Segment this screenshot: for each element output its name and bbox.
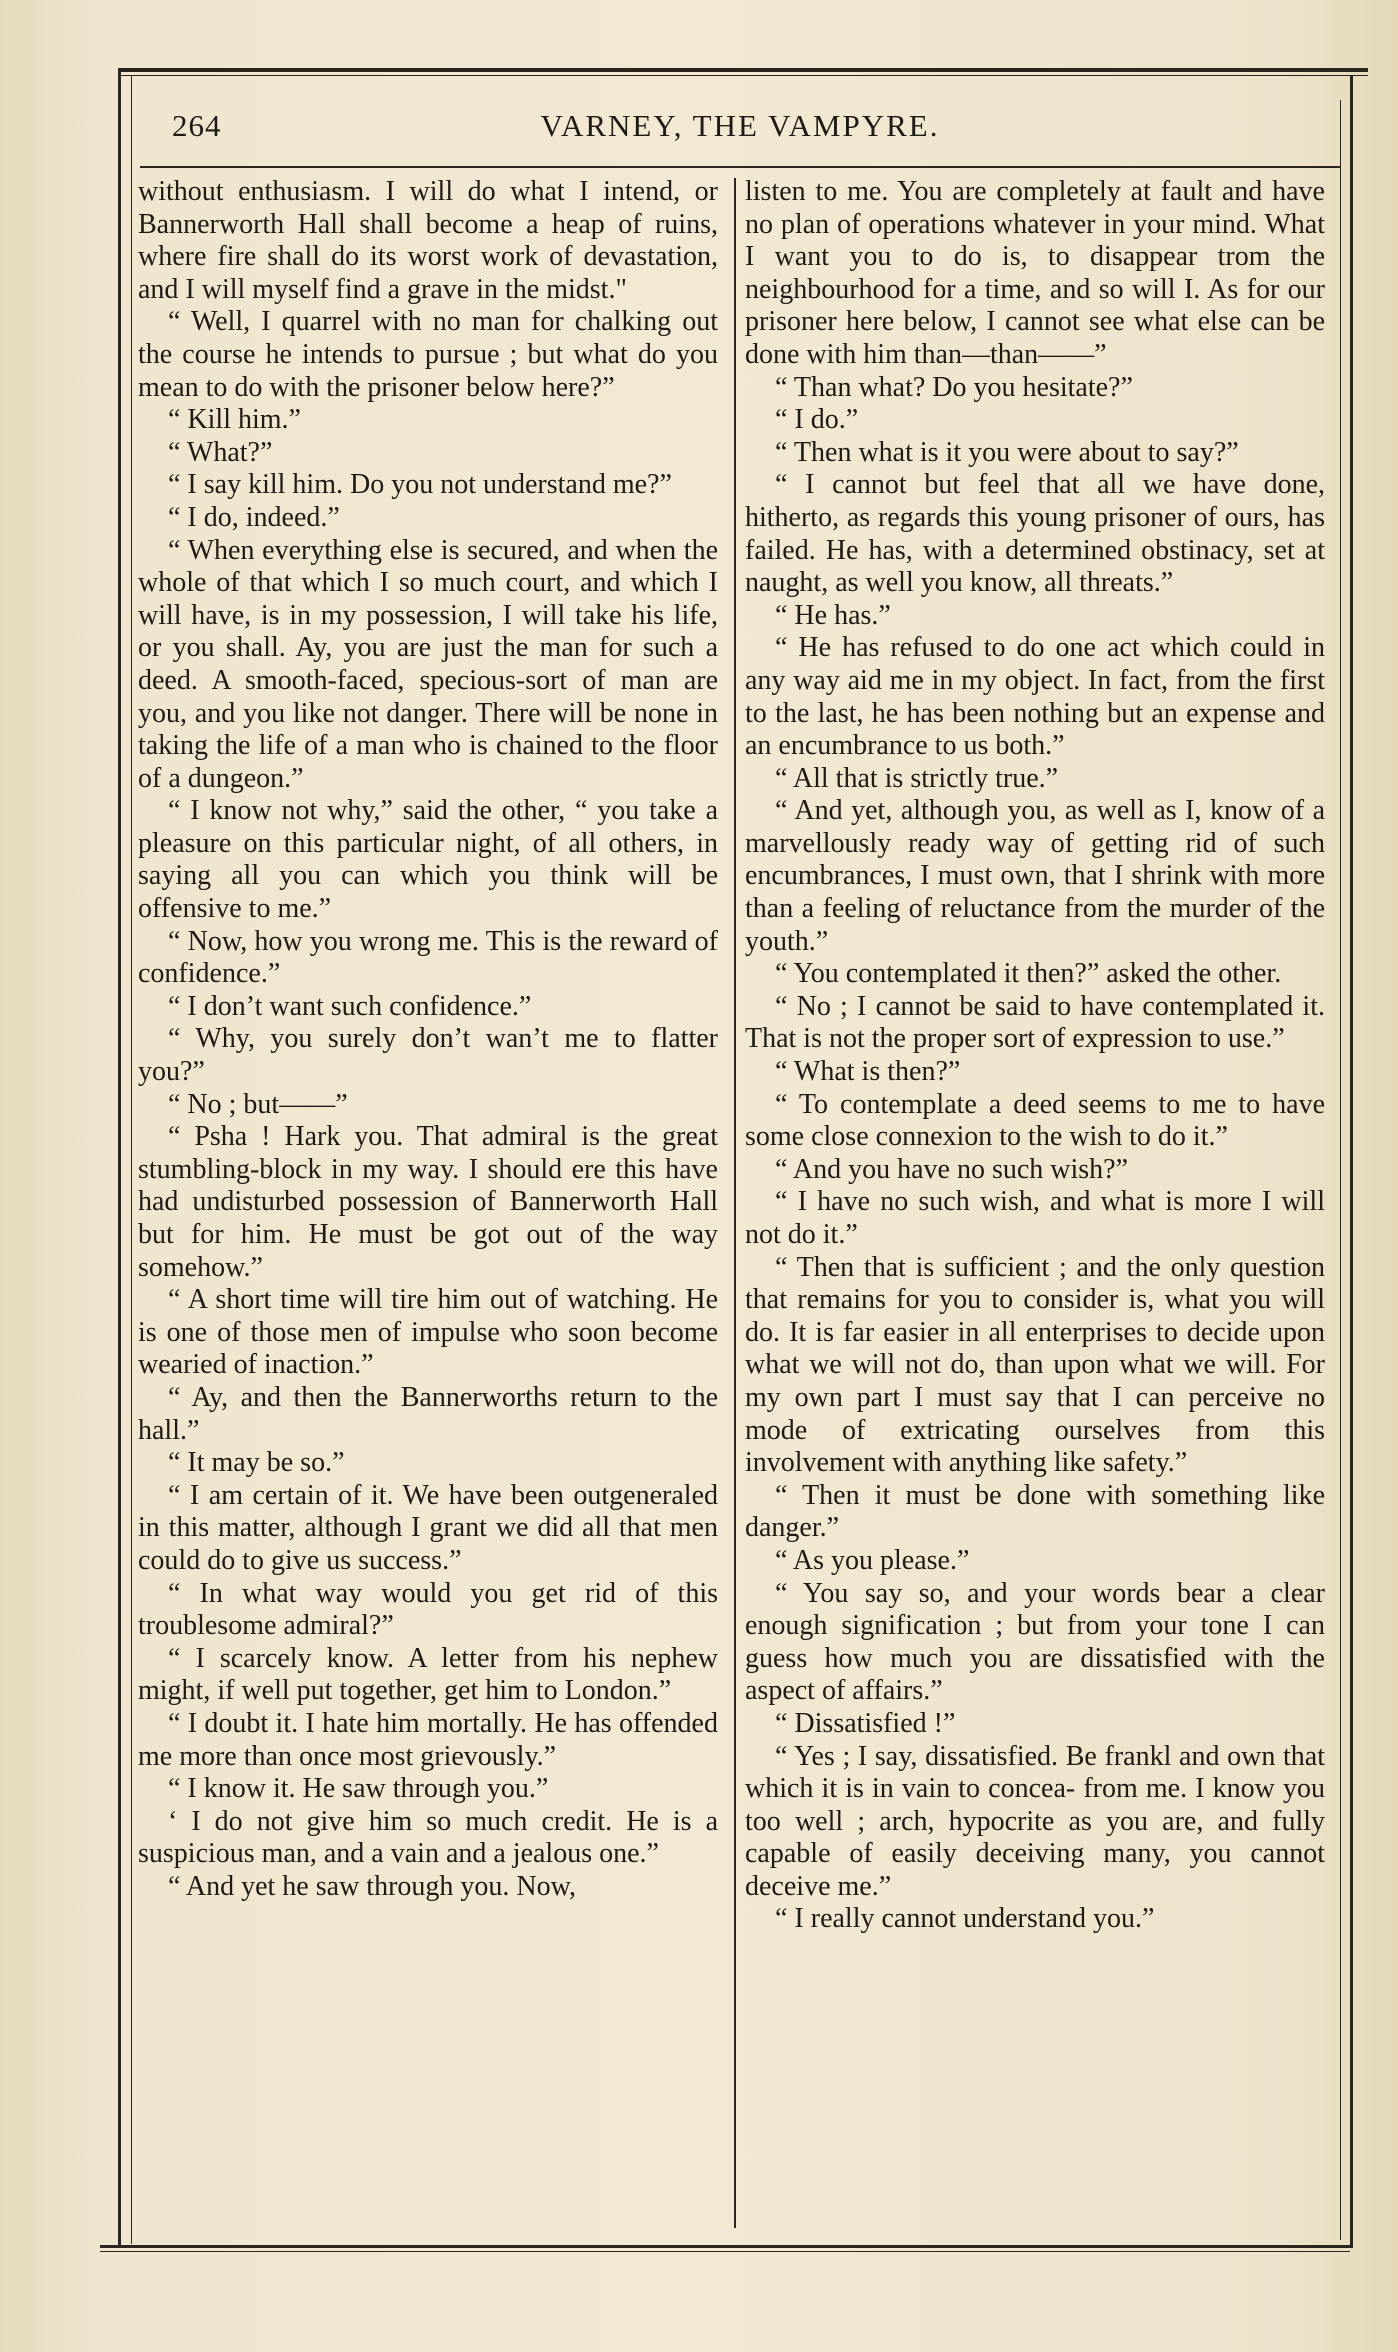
paragraph: “ I say kill him. Do you not understand me?”: [168, 469, 672, 501]
paragraph: “ I cannot but feel that all we have done, hitherto, as regards this young prisoner of ours, has failed. He has, with a determined obstinacy, set at naught, as well you know, all threats.”: [745, 469, 1325, 599]
paragraph: “ Why, you surely don’t wan’t me to flatter you?”: [138, 1023, 718, 1088]
paragraph: “ I don’t want such confidence.”: [168, 990, 532, 1022]
paragraph: “ As you please.”: [775, 1544, 970, 1576]
paragraph: “ No ; but——”: [168, 1088, 348, 1120]
paragraph: “ He has.”: [775, 599, 891, 631]
paragraph: “ Then what is it you were about to say?”: [775, 436, 1239, 468]
paragraph: “ All that is strictly true.”: [775, 762, 1059, 794]
left-border-rule: [118, 68, 121, 2248]
text-column-left: [138, 176, 718, 1903]
paragraph: “ I have no such wish, and what is more I will not do it.”: [745, 1186, 1325, 1250]
paragraph: “ Kill him.”: [168, 404, 301, 436]
paragraph: “ I scarcely know. A letter from his nephew might, if well put together, get him to London.”: [138, 1642, 718, 1707]
paragraph: “ I know not why,” said the other, “ you take a pleasure on this particular night, of all others, in saying all you can which you think will be offensive to me.”: [138, 795, 718, 925]
paragraph: “ When everything else is secured, and when the whole of that which I so much court, and which I will have, is in my possession, I will take his life, or you shall. Ay, you are just the man for such a deed. A smooth-faced, specious-sort of man are you, and you like not danger. There will be none in taking the life of a man who is chained to the floor of a dungeon.”: [138, 534, 718, 794]
paragraph: “ You contemplated it then?” asked the other.: [775, 958, 1282, 990]
paragraph: “ What?”: [168, 436, 273, 468]
paragraph: “ To contemplate a deed seems to me to have some close connexion to the wish to do it.”: [745, 1088, 1325, 1153]
paragraph: ‘ I do not give him so much credit. He is a suspicious man, and a vain and a jealous one.”: [138, 1805, 718, 1870]
paragraph: “ I do.”: [775, 404, 859, 436]
paragraph: “ What is then?”: [775, 1056, 961, 1088]
paragraph: “ I doubt it. I hate him mortally. He has offended me more than once most grievously.”: [138, 1707, 718, 1772]
text-column-right: [745, 176, 1325, 1936]
paragraph: “ Well, I quarrel with no man for chalking out the course he intends to pursue ; but what do you mean to do with the prisoner below here?”: [138, 306, 718, 403]
paragraph: “ You say so, and your words bear a clear enough signification ; but from your tone I can guess how much you are dissatisfied with the aspect of affairs.”: [745, 1577, 1325, 1707]
paragraph: “ In what way would you get rid of this troublesome admiral?”: [138, 1577, 718, 1642]
page-header: [140, 108, 1340, 158]
paragraph: “ I really cannot understand you.”: [775, 1903, 1155, 1935]
top-border-rule: [118, 68, 1368, 72]
paragraph: “ Yes ; I say, dissatisfied. Be frankl and own that which it is in vain to concea- from me. I know you too well ; arch, hypocrite as you are, and fully capable of easily deceiving many, you cannot deceive me.”: [745, 1740, 1325, 1902]
paragraph: “ Then it must be done with something like danger.”: [745, 1479, 1325, 1544]
paragraph: “ And yet he saw through you. Now,: [168, 1870, 577, 1902]
running-title: VARNEY, THE VAMPYRE.: [540, 108, 940, 143]
paragraph: “ Now, how you wrong me. This is the reward of confidence.”: [138, 925, 718, 990]
paragraph: “ He has refused to do one act which could in any way aid me in my object. In fact, from the first to the last, he has been nothing but an expense and an encumbrance to us both.”: [745, 632, 1325, 762]
paragraph: “ Pshа ! Hark you. That admiral is the great stumbling-block in my way. I should ere this have had undisturbed possession of Bannerworth Hall but for him. He must be got out of the way somehow.”: [138, 1121, 718, 1283]
right-border-rule-thin: [1340, 100, 1341, 2240]
paragraph: “ I am certain of it. We have been outgeneraled in this matter, although I grant we did all that men could do to give us success.”: [138, 1479, 718, 1576]
paragraph: “ Then that is sufficient ; and the only question that remains for you to consider is, what you will do. It is far easier in all enterprises to decide upon what we will not do, than upon what we will. For my own part I must say that I can perceive no mode of extricating ourselves from this involvement with anything like safety.”: [745, 1251, 1325, 1479]
header-rule: [140, 166, 1340, 168]
right-border-rule: [1350, 76, 1353, 2248]
column-divider-rule: [734, 178, 736, 2228]
top-border-rule-thin: [118, 75, 1368, 76]
paragraph: listen to me. You are completely at fault and have no plan of operations whatever in your mind. What I want you to do is, to disappear trom the neighbourhood for a time, and so will I. As for our prisoner here below, I cannot see what else can be done with him than—than——”: [745, 176, 1325, 370]
bottom-border-rule-thin: [100, 2251, 1350, 2252]
paragraph: “ Than what? Do you hesitate?”: [775, 371, 1133, 403]
page-number: 264: [172, 108, 222, 143]
paragraph: “ A short time will tire him out of watching. He is one of those men of impulse who soon become wearied of inaction.”: [138, 1284, 718, 1381]
paragraph: without enthusiasm. I will do what I intend, or Bannerworth Hall shall become a heap of ruins, where fire shall do its worst work of devastation, and I will myself find a grave in the midst.": [138, 176, 718, 305]
bottom-border-rule: [100, 2245, 1350, 2248]
paragraph: “ It may be so.”: [168, 1447, 345, 1479]
paragraph: “ I do, indeed.”: [168, 501, 340, 533]
paragraph: “ No ; I cannot be said to have contemplated it. That is not the proper sort of expression to use.”: [745, 990, 1325, 1055]
paragraph: “ Ay, and then the Bannerworths return to the hall.”: [138, 1381, 718, 1446]
paragraph: “ I know it. He saw through you.”: [168, 1773, 549, 1805]
paragraph: “ And yet, although you, as well as I, know of a marvellously ready way of getting rid of such encumbrances, I must own, that I shrink with more than a feeling of reluctance from the murder of the youth.”: [745, 795, 1325, 957]
paragraph: “ And you have no such wish?”: [775, 1153, 1129, 1185]
paragraph: “ Dissatisfied !”: [775, 1707, 956, 1739]
left-border-rule-thin: [131, 76, 132, 2244]
